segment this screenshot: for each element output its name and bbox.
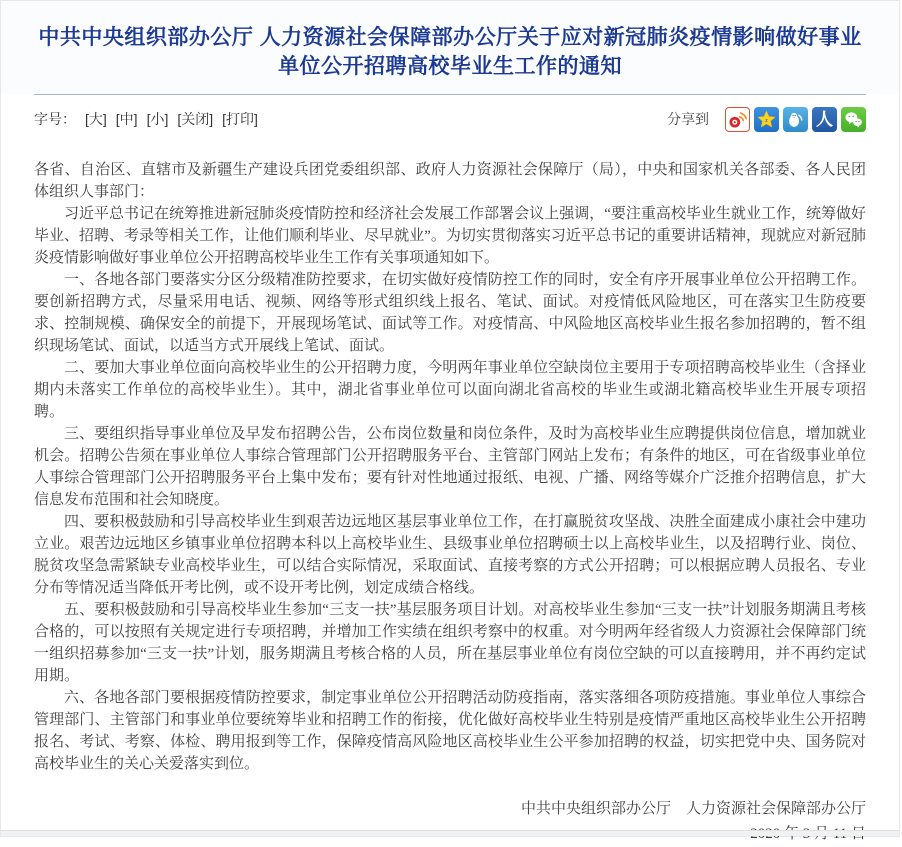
share-bar: [667, 107, 866, 132]
print-button[interactable]: [打印]: [222, 111, 258, 127]
article-title: 中共中央组织部办公厅 人力资源社会保障部办公厅关于应对新冠肺炎疫情影响做好事业单位公开招聘高校毕业生工作的通知: [38, 26, 862, 78]
paragraph-item-4: 四、要积极鼓励和引导高校毕业生到艰苦边远地区基层事业单位工作，在打赢脱贫攻坚战、决胜全面建成小康社会中建功立业。艰苦边远地区乡镇事业单位招聘本科以上高校毕业生、县级事业单位招聘硕士以上高校毕业生，以及招聘行业、岗位、脱贫攻坚急需紧缺专业高校毕业生，可以结合实际情况，采取面试、直接考察的方式公开招聘；可以根据应聘人员报名、专业分布等情况适当降低开考比例，或不设开考比例，划定成绩合格线。: [34, 514, 866, 596]
font-size-medium-button[interactable]: [中]: [115, 111, 138, 127]
article-body: [1, 142, 899, 847]
share-label: 分享到: [667, 111, 709, 127]
font-size-controls: [34, 109, 258, 129]
paragraph-item-2: 二、要加大事业单位面向高校毕业生的公开招聘力度，今明两年事业单位空缺岗位主要用于专项招聘高校毕业生（含择业期内未落实工作单位的高校毕业生）。其中，湖北省事业单位可以面向湖北省高校的毕业生或湖北籍高校毕业生开展专项招聘。: [34, 360, 866, 420]
wechat-icon[interactable]: [841, 107, 866, 132]
signature-issuers: 中共中央组织部办公厅 人力资源社会保障部办公厅: [520, 801, 866, 817]
salutation: 各省、自治区、直辖市及新疆生产建设兵团党委组织部、政府人力资源社会保障厅（局），中央和国家机关各部委、各人民团体组织人事部门：: [34, 162, 866, 200]
tencent-weibo-icon[interactable]: [783, 107, 808, 132]
paragraph-item-6: 六、各地各部门要根据疫情防控要求，制定事业单位公开招聘活动防疫指南，落实落细各项防疫措施。事业单位人事综合管理部门、主管部门和事业单位要统筹毕业和招聘工作的衔接，优化做好高校毕业生特别是疫情严重地区高校毕业生公开招聘报名、考试、考察、体检、聘用报到等工作，保障疫情高风险地区高校毕业生公平参加招聘的权益，切实把党中央、国务院对高校毕业生的关心关爱落实到位。: [34, 690, 866, 772]
page-bottom-edge: [1, 830, 899, 836]
paragraph-item-5: 五、要积极鼓励和引导高校毕业生参加“三支一扶”基层服务项目计划。对高校毕业生参加“三支一扶”计划服务期满且考核合格的，可以按照有关规定进行专项招聘，并增加工作实绩在组织考察中的权重。对今明两年经省级人力资源社会保障部门统一组织招募参加“三支一扶”计划，服务期满且考核合格的人员，所在基层事业单位有岗位空缺的可以直接聘用，并不再约定试用期。: [34, 602, 866, 684]
renren-glyph: 人: [816, 109, 833, 129]
share-icons: [725, 107, 866, 132]
toolbar: [1, 95, 899, 142]
sina-weibo-icon[interactable]: [725, 107, 750, 132]
article-header: [1, 1, 899, 94]
paragraph-item-1: 一、各地各部门要落实分区分级精准防控要求，在切实做好疫情防控工作的同时，安全有序开展事业单位公开招聘工作。要创新招聘方式，尽量采用电话、视频、网络等形式组织线上报名、笔试、面试。对疫情低风险地区，可在落实卫生防疫要求、控制规模、确保安全的前提下，开展现场笔试、面试等工作。对疫情高、中风险地区高校毕业生报名参加招聘的，暂不组织现场笔试、面试，以适当方式开展线上笔试、面试。: [34, 272, 866, 354]
font-size-small-button[interactable]: [小]: [146, 111, 169, 127]
paragraph-item-3: 三、要组织指导事业单位及早发布招聘公告，公布岗位数量和岗位条件，及时为高校毕业生应聘提供岗位信息，增加就业机会。招聘公告须在事业单位人事综合管理部门公开招聘服务平台、主管部门网站上发布；有条件的地区，可在省级事业单位人事综合管理部门公开招聘服务平台上集中发布；要有针对性地通过报纸、电视、广播、网络等媒介广泛推介招聘信息，扩大信息发布范围和社会知晓度。: [34, 426, 866, 508]
font-size-label: 字号：: [34, 111, 76, 127]
signature-block: [34, 797, 866, 847]
renren-icon[interactable]: [812, 107, 837, 132]
font-size-large-button[interactable]: [大]: [85, 111, 107, 127]
svg-text:z: z: [765, 117, 768, 124]
qzone-icon[interactable]: [754, 107, 779, 132]
close-button[interactable]: [关闭]: [177, 111, 214, 127]
paragraph-intro: 习近平总书记在统筹推进新冠肺炎疫情防控和经济社会发展工作部署会议上强调，“要注重高校毕业生就业工作，统筹做好毕业、招聘、考录等相关工作，让他们顺利毕业、尽早就业”。为切实贯彻落实习近平总书记的重要讲话精神，现就应对新冠肺炎疫情影响做好事业单位公开招聘高校毕业生工作有关事项通知如下。: [34, 206, 866, 266]
